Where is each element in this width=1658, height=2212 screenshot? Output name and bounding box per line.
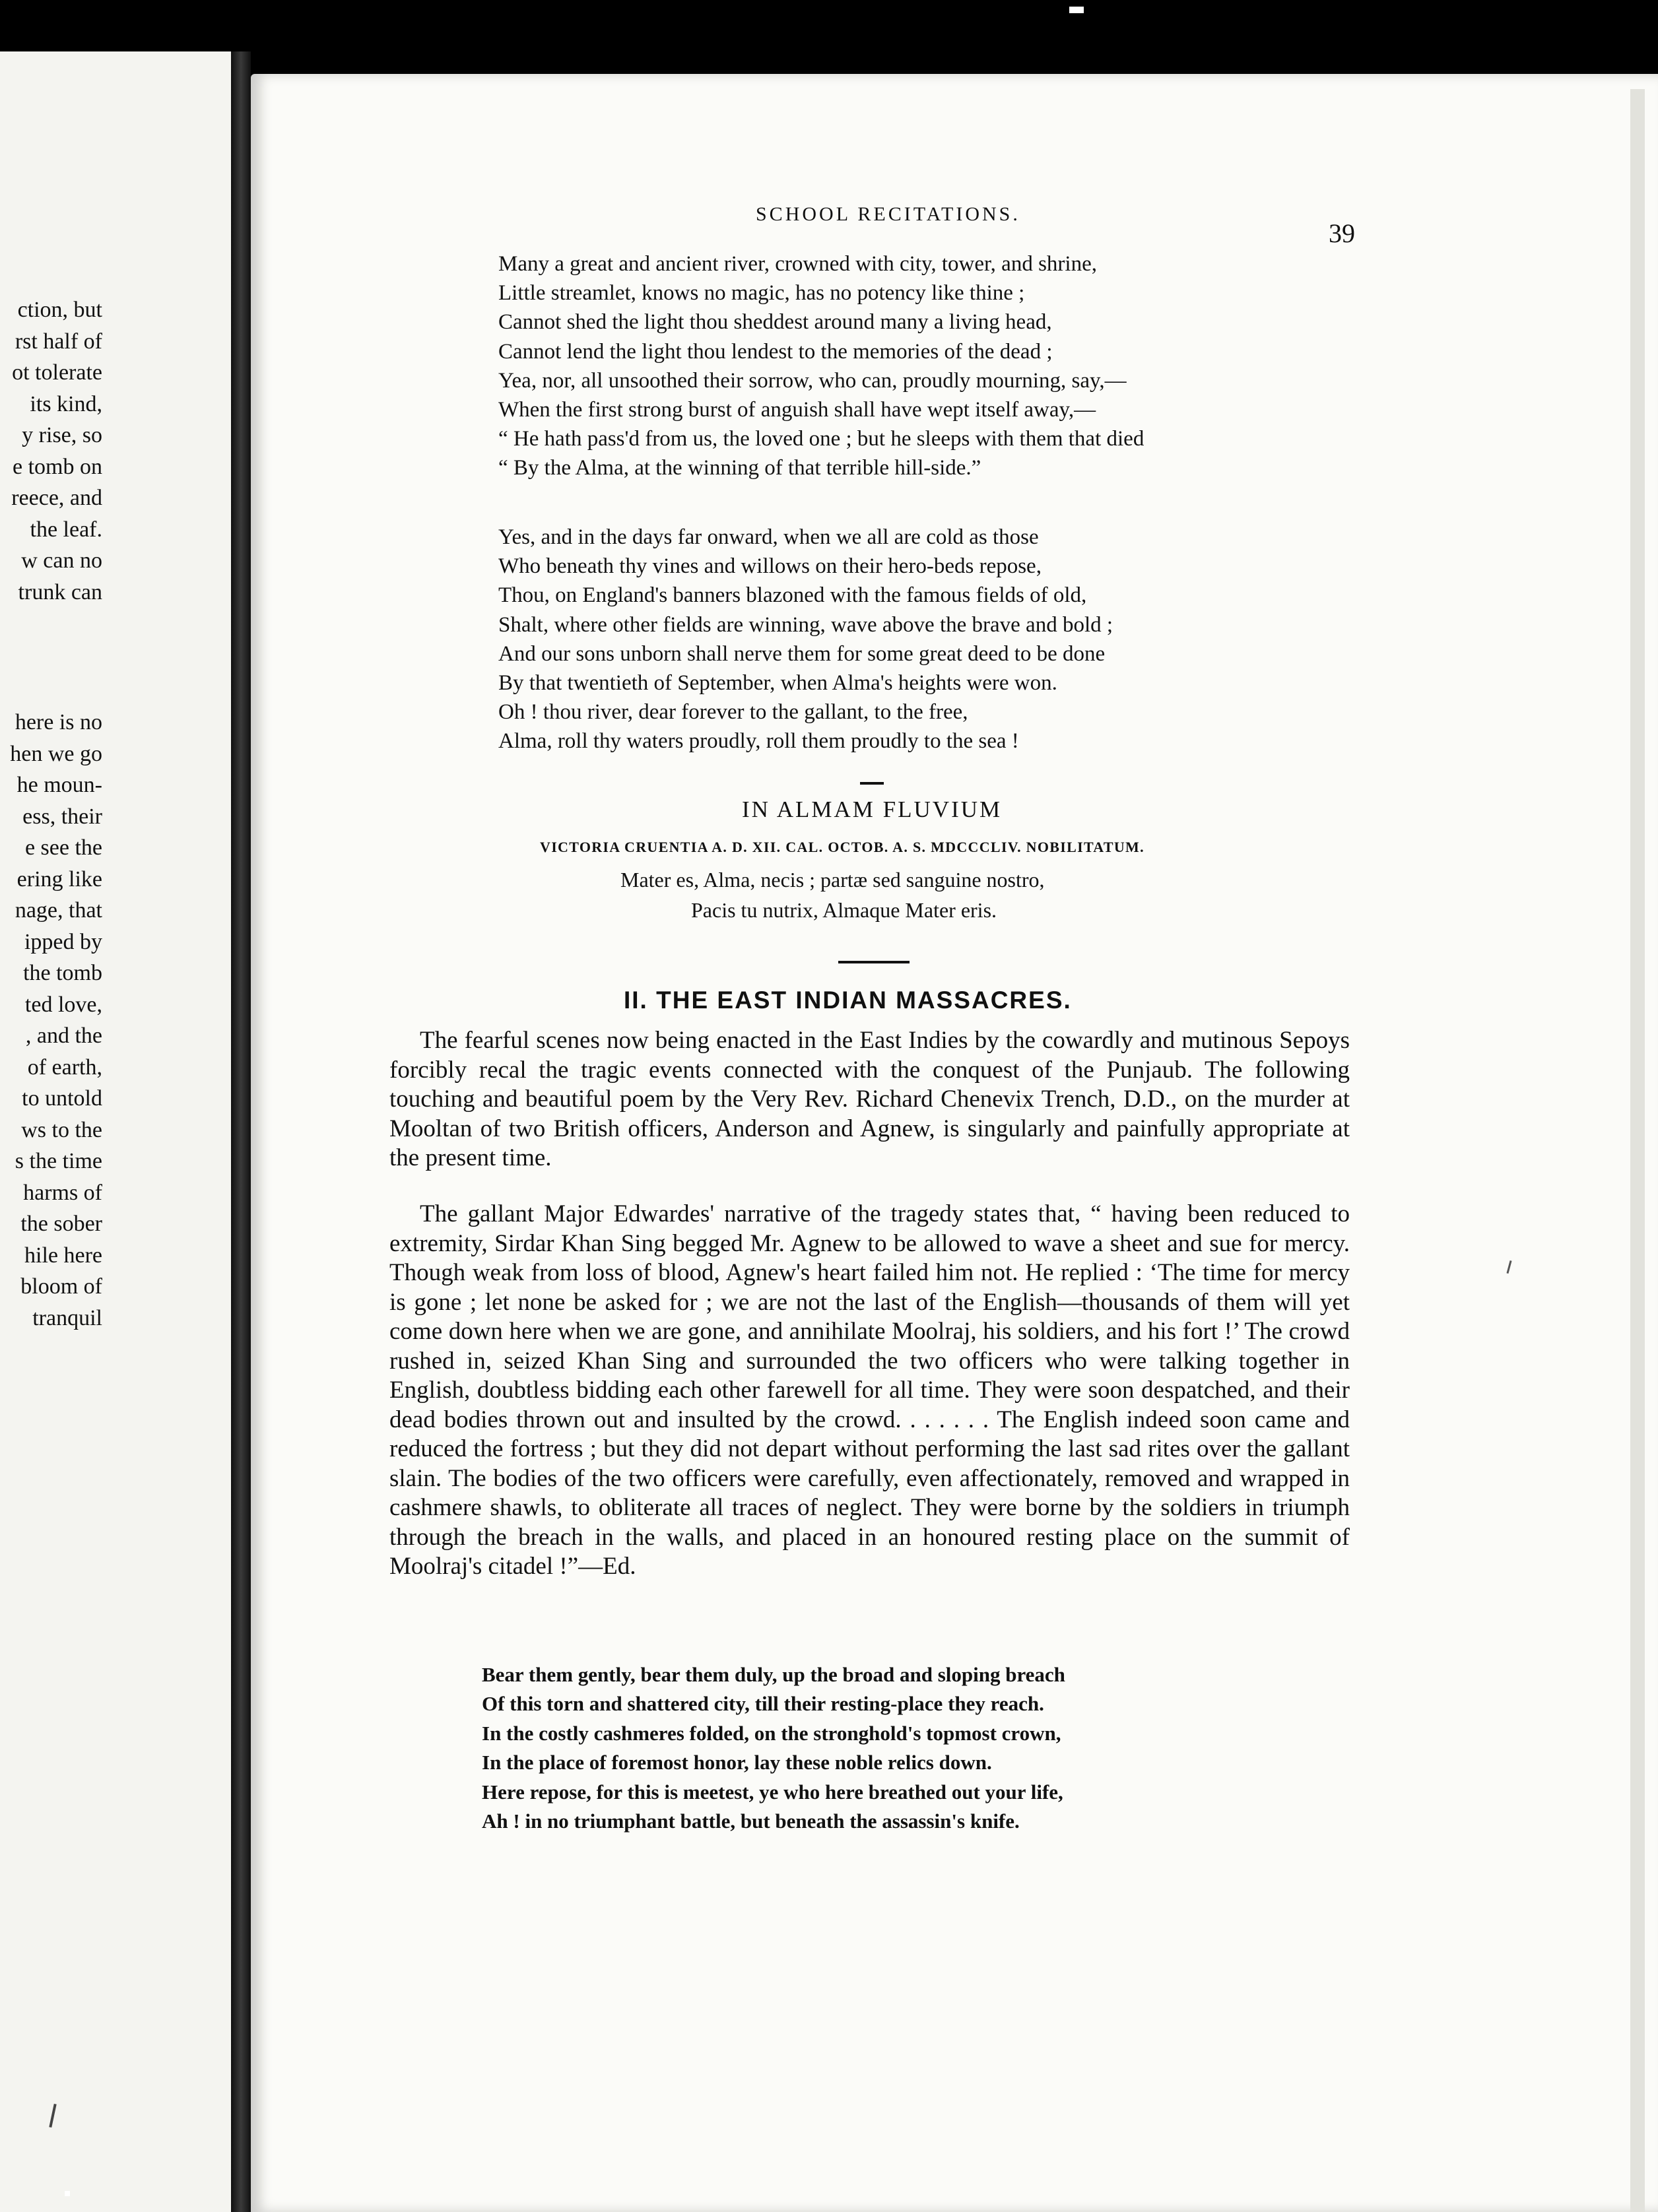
verse-line: In the costly cashmeres folded, on the stronghold's topmost crown, bbox=[482, 1721, 1061, 1745]
left-line: to untold bbox=[22, 1086, 102, 1111]
paragraph: The gallant Major Edwardes' narrative of the tragedy states that, “ having been reduced to extremity, Sirdar Khan Sing begged Mr. Agnew to be allowed to wave a sheet and sue for mercy. Though weak from loss of blood, Agnew's heart failed him not. He replied : ‘The time for mercy is gone ; let none be asked for ; we are not the last of the English—thousands of them will yet come down here when we are gone, and annihilate Moolraj, his soldiers, and his fort !’ The crowd rushed in, seized Khan Sing and surrounded the two officers who were talking together in English, doubtless bidding each other farewell for all time. They were soon despatched, and their dead bodies thrown out and insulted by the crowd. . . . . . . The English indeed soon came and reduced the fortress ; but they did not depart without performing the last sad rites over the gallant slain. The bodies of the two officers were carefully, even affectionately, removed and wrapped in cashmere shawls, to obliterate all traces of neglect. They were borne by the soldiers in triumph through the breach in the walls, and placed in an honoured resting place on the summit of Moolraj's citadel !”—Ed. bbox=[389, 1200, 1350, 1580]
left-line: ipped by bbox=[24, 929, 102, 954]
verse-line: Who beneath thy vines and willows on their hero-beds repose, bbox=[498, 554, 1042, 579]
verse-line: By that twentieth of September, when Alma's heights were won. bbox=[498, 671, 1057, 696]
left-line: the sober bbox=[20, 1212, 102, 1236]
left-line: of earth, bbox=[27, 1055, 102, 1080]
page-edge-shadow bbox=[1630, 89, 1645, 2212]
verse-line: Oh ! thou river, dear forever to the gallant, to the free, bbox=[498, 700, 968, 725]
short-rule bbox=[860, 782, 884, 785]
paragraph: The fearful scenes now being enacted in the East Indies by the cowardly and mutinous Sepoys forcibly recal the tragic events connected with the conquest of the Punjaub. The following touching and beautiful poem by the Very Rev. Richard Chenevix Trench, D.D., on the murder at Mooltan of two British officers, Anderson and Agnew, is singularly and painfully appropriate at the present time. bbox=[389, 1027, 1350, 1171]
left-line: harms of bbox=[23, 1180, 102, 1205]
verse-line: Little streamlet, knows no magic, has no potency like thine ; bbox=[498, 281, 1025, 306]
left-line: y rise, so bbox=[22, 423, 102, 447]
verse-line: In the place of foremost honor, lay these noble relics down. bbox=[482, 1751, 992, 1774]
left-line: ess, their bbox=[22, 804, 102, 829]
left-line: ot tolerate bbox=[12, 360, 102, 385]
left-line: he moun- bbox=[17, 773, 102, 797]
verse-line: Cannot lend the light thou lendest to the memories of the dead ; bbox=[498, 339, 1053, 364]
left-line: trunk can bbox=[18, 579, 102, 604]
left-line: e see the bbox=[24, 835, 102, 860]
left-line: ws to the bbox=[21, 1117, 102, 1142]
verse-line: “ By the Alma, at the winning of that terrible hill-side.” bbox=[498, 456, 981, 480]
verse-line: Shalt, where other fields are winning, wave above the brave and bold ; bbox=[498, 612, 1113, 637]
section-rule bbox=[838, 961, 910, 963]
left-page bbox=[0, 51, 231, 2212]
left-line: , and the bbox=[25, 1024, 102, 1048]
verse-line: Pacis tu nutrix, Almaque Mater eris. bbox=[691, 898, 997, 922]
left-line: bloom of bbox=[20, 1274, 102, 1299]
verse-line: Mater es, Alma, necis ; partæ sed sanguine nostro, bbox=[620, 868, 1045, 892]
book-gutter bbox=[231, 51, 251, 2212]
latin-title: IN ALMAM FLUVIUM bbox=[742, 797, 1003, 822]
verse-line: Of this torn and shattered city, till their resting-place they reach. bbox=[482, 1692, 1044, 1716]
left-line: hen we go bbox=[10, 741, 102, 766]
left-line: nage, that bbox=[15, 898, 102, 923]
running-head: SCHOOL RECITATIONS. bbox=[756, 203, 1020, 225]
left-line: ction, but bbox=[17, 298, 102, 322]
pencil-mark bbox=[49, 2104, 56, 2128]
verse-line: Many a great and ancient river, crowned with city, tower, and shrine, bbox=[498, 252, 1097, 276]
left-line: reece, and bbox=[11, 486, 102, 510]
latin-couplet bbox=[620, 864, 1045, 925]
left-line: ering like bbox=[17, 866, 102, 892]
latin-subtitle: VICTORIA CRUENTIA A. D. XII. CAL. OCTOB. A. S. MDCCCLIV. NOBILITATUM. bbox=[540, 839, 1144, 855]
section-title: II. THE EAST INDIAN MASSACRES. bbox=[624, 987, 1072, 1014]
verse-line: When the first strong burst of anguish shall have wept itself away,— bbox=[498, 398, 1096, 422]
poem-stanza-1 bbox=[498, 249, 1317, 483]
scan-mark bbox=[1069, 7, 1084, 13]
left-line: e tomb on bbox=[13, 454, 102, 479]
verse-line: Thou, on England's banners blazoned with the famous fields of old, bbox=[498, 583, 1087, 608]
left-line: ted love, bbox=[24, 992, 102, 1017]
page-number: 39 bbox=[1329, 218, 1355, 248]
left-line: rst half of bbox=[15, 329, 102, 354]
left-line: the leaf. bbox=[30, 517, 102, 542]
verse-line: Bear them gently, bear them duly, up the broad and sloping breach bbox=[482, 1663, 1065, 1686]
poem-stanza-2 bbox=[498, 523, 1317, 756]
left-line: tranquil bbox=[32, 1305, 102, 1330]
verse-line: Alma, roll thy waters proudly, roll them proudly to the sea ! bbox=[498, 729, 1019, 754]
prose-paragraph-2 bbox=[389, 1200, 1350, 1582]
verse-line: Here repose, for this is meetest, ye who here breathed out your life, bbox=[482, 1780, 1063, 1804]
scan-mark bbox=[65, 2191, 70, 2196]
left-line: the tomb bbox=[23, 961, 102, 985]
poem-stanza-3 bbox=[482, 1660, 1065, 1836]
paragraph-gap bbox=[0, 608, 102, 707]
left-line: w can no bbox=[21, 548, 102, 573]
left-line: hile here bbox=[24, 1243, 102, 1268]
verse-line: Yes, and in the days far onward, when we all are cold as those bbox=[498, 525, 1039, 549]
prose-paragraph-1 bbox=[389, 1026, 1350, 1173]
verse-line: Yea, nor, all unsoothed their sorrow, who can, proudly mourning, say,— bbox=[498, 368, 1127, 393]
left-line: here is no bbox=[15, 710, 102, 734]
left-line: its kind, bbox=[30, 391, 102, 416]
verse-line: Ah ! in no triumphant battle, but beneath the assassin's knife. bbox=[482, 1809, 1020, 1833]
verse-line: Cannot shed the light thou sheddest around many a living head, bbox=[498, 310, 1052, 335]
left-line: s the time bbox=[15, 1149, 102, 1173]
left-page-text bbox=[0, 294, 102, 1334]
verse-line: “ He hath pass'd from us, the loved one ; but he sleeps with them that died bbox=[498, 427, 1144, 451]
verse-line: And our sons unborn shall nerve them for some great deed to be done bbox=[498, 641, 1106, 666]
